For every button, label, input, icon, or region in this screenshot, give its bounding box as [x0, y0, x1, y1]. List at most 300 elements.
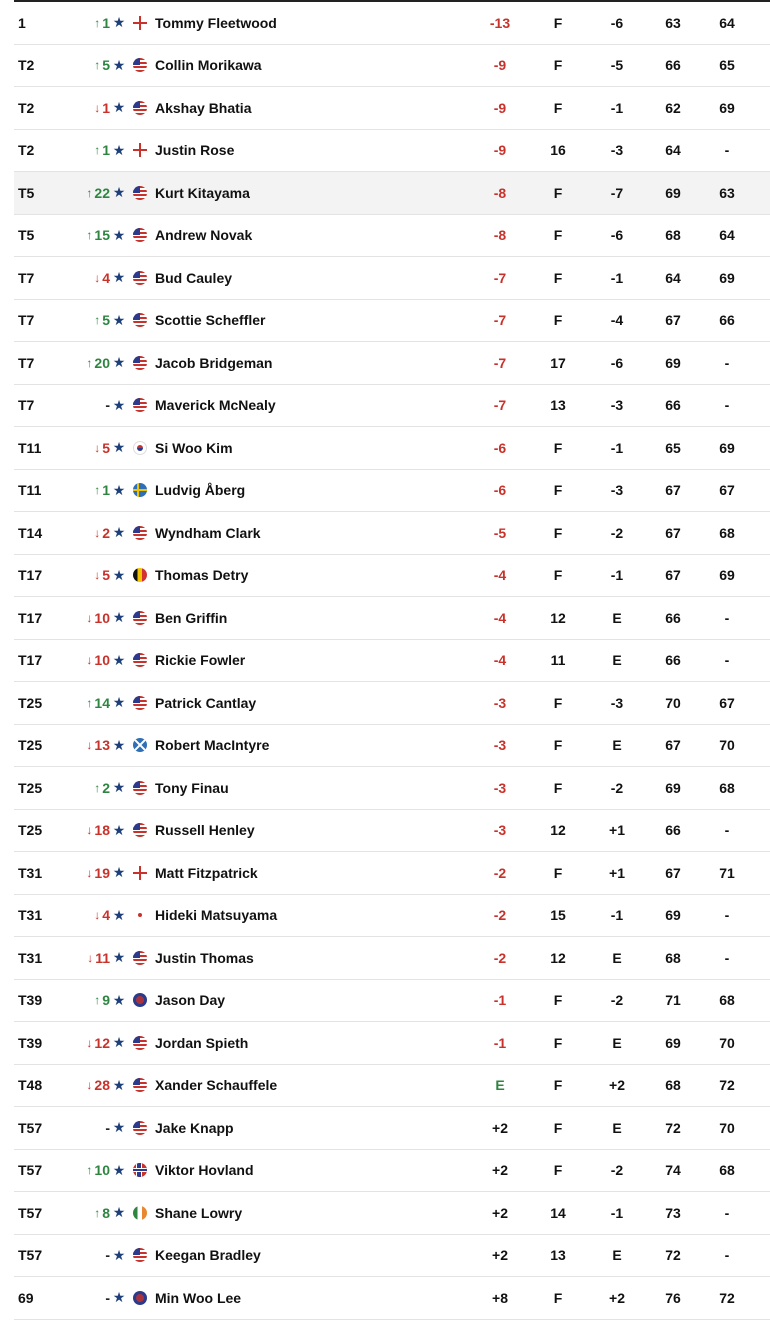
thru: F — [553, 312, 563, 329]
round-1-score: 67 — [665, 864, 681, 881]
thru: F — [553, 1119, 563, 1136]
move-value: 20 — [94, 354, 110, 371]
player-name[interactable]: Tony Finau — [155, 779, 229, 796]
thru: F — [553, 779, 563, 796]
star-icon[interactable]: ★ — [112, 226, 126, 243]
total-score: -9 — [493, 142, 507, 159]
thru: F — [553, 864, 563, 881]
total-score: -8 — [493, 227, 507, 244]
star-icon[interactable]: ★ — [112, 566, 126, 583]
player-name[interactable]: Wyndham Clark — [155, 524, 261, 541]
star-icon[interactable]: ★ — [112, 1246, 126, 1263]
arrow-down-icon: ↓ — [86, 653, 93, 668]
star-icon[interactable]: ★ — [112, 736, 126, 753]
position-change — [64, 87, 110, 129]
move-value: 15 — [94, 227, 110, 244]
position-change — [64, 2, 110, 44]
position: T11 — [18, 439, 42, 456]
position-change — [64, 597, 110, 639]
today-score: E — [612, 609, 622, 626]
player-row[interactable] — [14, 980, 770, 1023]
round-1-score: 69 — [665, 354, 681, 371]
thru: F — [553, 1162, 563, 1179]
arrow-up-icon: ↑ — [94, 1205, 101, 1220]
position: T57 — [18, 1204, 43, 1221]
player-row[interactable] — [14, 1192, 770, 1235]
thru: F — [553, 57, 563, 74]
thru: 11 — [550, 652, 566, 669]
round-2-score: 68 — [719, 1162, 735, 1179]
round-2-score: 70 — [719, 1034, 735, 1051]
player-name[interactable]: Shane Lowry — [155, 1204, 243, 1221]
position: T7 — [18, 354, 35, 371]
position-change — [64, 512, 110, 554]
today-score: E — [612, 737, 622, 754]
player-name[interactable]: Si Woo Kim — [155, 439, 233, 456]
player-row[interactable] — [14, 597, 770, 640]
position-change — [64, 725, 110, 767]
flag-aus-icon — [131, 980, 149, 1022]
today-score: -1 — [610, 269, 624, 286]
flag-usa-icon — [131, 300, 149, 342]
position-change — [64, 895, 110, 937]
round-2-score: 67 — [719, 482, 735, 499]
round-1-score: 65 — [665, 439, 681, 456]
player-row[interactable] — [14, 1277, 770, 1320]
player-row[interactable] — [14, 130, 770, 173]
arrow-up-icon: ↑ — [94, 15, 101, 30]
player-row[interactable] — [14, 852, 770, 895]
position: T39 — [18, 992, 43, 1009]
position: T11 — [18, 482, 42, 499]
position-change — [64, 300, 110, 342]
player-name[interactable]: Bud Cauley — [155, 269, 233, 286]
position-change — [64, 215, 110, 257]
player-name[interactable]: Viktor Hovland — [155, 1162, 254, 1179]
today-score: -4 — [610, 312, 624, 329]
player-name[interactable]: Thomas Detry — [155, 567, 249, 584]
round-2-score: 68 — [719, 524, 735, 541]
player-row[interactable] — [14, 682, 770, 725]
player-row[interactable] — [14, 1235, 770, 1278]
player-row[interactable] — [14, 810, 770, 853]
player-name[interactable]: Justin Thomas — [155, 949, 254, 966]
player-row[interactable] — [14, 895, 770, 938]
round-1-score: 66 — [665, 57, 681, 74]
player-name[interactable]: Ben Griffin — [155, 609, 228, 626]
player-row[interactable] — [14, 385, 770, 428]
star-icon[interactable]: ★ — [112, 481, 126, 498]
player-name[interactable]: Akshay Bhatia — [155, 99, 252, 116]
today-score: E — [612, 652, 622, 669]
position: T31 — [18, 907, 43, 924]
star-icon[interactable]: ★ — [112, 56, 126, 73]
position-change — [64, 172, 110, 214]
star-icon[interactable]: ★ — [112, 1119, 126, 1136]
player-name[interactable]: Keegan Bradley — [155, 1247, 261, 1264]
round-1-score: 66 — [665, 822, 681, 839]
arrow-up-icon: ↑ — [86, 355, 93, 370]
move-value: 1 — [102, 142, 110, 159]
round-1-score: 63 — [665, 14, 681, 31]
round-1-score: 64 — [665, 269, 681, 286]
round-2-score: - — [724, 822, 730, 839]
round-1-score: 67 — [665, 567, 681, 584]
round-2-score: 65 — [719, 57, 735, 74]
position: T25 — [18, 822, 43, 839]
player-name[interactable]: Patrick Cantlay — [155, 694, 257, 711]
position-change — [64, 682, 110, 724]
player-name[interactable]: Hideki Matsuyama — [155, 907, 278, 924]
total-score: -7 — [493, 354, 507, 371]
total-score: -2 — [493, 949, 507, 966]
player-row[interactable] — [14, 172, 770, 215]
arrow-up-icon: ↑ — [86, 228, 93, 243]
star-icon[interactable]: ★ — [112, 1076, 126, 1093]
player-row[interactable] — [14, 300, 770, 343]
arrow-up-icon: ↑ — [86, 1163, 93, 1178]
today-score: E — [612, 949, 622, 966]
star-icon[interactable]: ★ — [112, 1034, 126, 1051]
today-score: -1 — [610, 907, 624, 924]
round-2-score: 70 — [719, 737, 735, 754]
today-score: -1 — [610, 439, 624, 456]
move-value: 13 — [94, 737, 110, 754]
star-icon[interactable]: ★ — [112, 354, 126, 371]
thru: F — [553, 567, 563, 584]
move-value: 18 — [94, 822, 110, 839]
round-1-score: 67 — [665, 482, 681, 499]
round-2-score: - — [724, 397, 730, 414]
total-score: -1 — [493, 992, 507, 1009]
position-change — [64, 767, 110, 809]
position-change — [64, 980, 110, 1022]
star-icon[interactable]: ★ — [112, 99, 126, 116]
player-name[interactable]: Robert MacIntyre — [155, 737, 270, 754]
player-row[interactable] — [14, 87, 770, 130]
player-name[interactable]: Kurt Kitayama — [155, 184, 250, 201]
player-row[interactable] — [14, 215, 770, 258]
star-icon[interactable]: ★ — [112, 184, 126, 201]
star-icon[interactable]: ★ — [112, 1161, 126, 1178]
thru: 13 — [550, 397, 566, 414]
move-value: 9 — [102, 992, 110, 1009]
total-score: -2 — [493, 864, 507, 881]
star-icon[interactable]: ★ — [112, 269, 126, 286]
player-row[interactable] — [14, 257, 770, 300]
total-score: -3 — [493, 737, 507, 754]
flag-usa-icon — [131, 767, 149, 809]
round-2-score: 67 — [719, 694, 735, 711]
player-row[interactable] — [14, 725, 770, 768]
position: T7 — [18, 397, 35, 414]
round-1-score: 67 — [665, 524, 681, 541]
player-name[interactable]: Maverick McNealy — [155, 397, 276, 414]
player-row[interactable] — [14, 1022, 770, 1065]
round-1-score: 70 — [665, 694, 681, 711]
move-value: - — [105, 1119, 110, 1136]
position: T39 — [18, 1034, 43, 1051]
player-name[interactable]: Justin Rose — [155, 142, 235, 159]
player-row[interactable] — [14, 1150, 770, 1193]
star-icon[interactable]: ★ — [112, 439, 126, 456]
player-row[interactable] — [14, 427, 770, 470]
position: T5 — [18, 184, 35, 201]
total-score: -4 — [493, 609, 507, 626]
player-name[interactable]: Jason Day — [155, 992, 226, 1009]
round-2-score: 72 — [719, 1289, 735, 1306]
round-1-score: 66 — [665, 609, 681, 626]
player-name[interactable]: Jacob Bridgeman — [155, 354, 273, 371]
today-score: +1 — [609, 864, 625, 881]
thru: F — [553, 1289, 563, 1306]
round-1-score: 67 — [665, 312, 681, 329]
arrow-down-icon: ↓ — [86, 610, 93, 625]
total-score: -8 — [493, 184, 507, 201]
position-change — [64, 342, 110, 384]
move-value: 1 — [102, 14, 110, 31]
star-icon[interactable]: ★ — [112, 991, 126, 1008]
flag-jpn-icon — [131, 895, 149, 937]
position: 69 — [18, 1289, 34, 1306]
star-icon[interactable]: ★ — [112, 694, 126, 711]
player-name[interactable]: Andrew Novak — [155, 227, 253, 244]
round-1-score: 69 — [665, 907, 681, 924]
thru: 15 — [550, 907, 566, 924]
flag-usa-icon — [131, 87, 149, 129]
player-row[interactable] — [14, 937, 770, 980]
round-1-score: 72 — [665, 1119, 681, 1136]
arrow-down-icon: ↓ — [86, 1035, 93, 1050]
total-score: -6 — [493, 439, 507, 456]
player-row[interactable] — [14, 512, 770, 555]
flag-kor-icon — [131, 427, 149, 469]
round-1-score: 64 — [665, 142, 681, 159]
total-score: +2 — [492, 1204, 508, 1221]
position: T17 — [18, 609, 43, 626]
today-score: -3 — [610, 142, 624, 159]
star-icon[interactable]: ★ — [112, 906, 126, 923]
flag-usa-icon — [131, 682, 149, 724]
player-name[interactable]: Tommy Fleetwood — [155, 14, 277, 31]
today-score: -1 — [610, 567, 624, 584]
round-2-score: 72 — [719, 1077, 735, 1094]
thru: F — [553, 1077, 563, 1094]
player-name[interactable]: Collin Morikawa — [155, 57, 262, 74]
flag-irl-icon — [131, 1192, 149, 1234]
arrow-down-icon: ↓ — [94, 440, 101, 455]
position-change — [64, 257, 110, 299]
round-1-score: 76 — [665, 1289, 681, 1306]
flag-usa-icon — [131, 342, 149, 384]
move-value: 19 — [94, 864, 110, 881]
position-change — [64, 1277, 110, 1319]
today-score: -1 — [610, 99, 624, 116]
round-1-score: 62 — [665, 99, 681, 116]
position-change — [64, 45, 110, 87]
move-value: 22 — [94, 184, 110, 201]
position: T14 — [18, 524, 43, 541]
player-row[interactable] — [14, 342, 770, 385]
star-icon[interactable]: ★ — [112, 821, 126, 838]
star-icon[interactable]: ★ — [112, 949, 126, 966]
position-change — [64, 1022, 110, 1064]
player-name[interactable]: Xander Schauffele — [155, 1077, 278, 1094]
star-icon[interactable]: ★ — [112, 396, 126, 413]
round-1-score: 69 — [665, 779, 681, 796]
round-2-score: 69 — [719, 567, 735, 584]
round-2-score: 64 — [719, 14, 735, 31]
arrow-down-icon: ↓ — [94, 525, 101, 540]
round-2-score: - — [724, 142, 730, 159]
position-change — [64, 810, 110, 852]
round-1-score: 72 — [665, 1247, 681, 1264]
player-row[interactable] — [14, 1107, 770, 1150]
total-score: -9 — [493, 57, 507, 74]
player-row[interactable] — [14, 555, 770, 598]
position-change — [64, 470, 110, 512]
arrow-up-icon: ↑ — [94, 58, 101, 73]
position-change — [64, 427, 110, 469]
total-score: -2 — [493, 907, 507, 924]
player-name[interactable]: Matt Fitzpatrick — [155, 864, 258, 881]
move-value: 5 — [102, 439, 110, 456]
move-value: - — [105, 1289, 110, 1306]
flag-usa-icon — [131, 215, 149, 257]
thru: F — [553, 1034, 563, 1051]
star-icon[interactable]: ★ — [112, 14, 126, 31]
total-score: -4 — [493, 567, 507, 584]
position: T31 — [18, 949, 43, 966]
player-row[interactable] — [14, 45, 770, 88]
position: T25 — [18, 737, 43, 754]
flag-aus-icon — [131, 1277, 149, 1319]
flag-usa-icon — [131, 257, 149, 299]
thru: F — [553, 227, 563, 244]
flag-bel-icon — [131, 555, 149, 597]
star-icon[interactable]: ★ — [112, 311, 126, 328]
flag-usa-icon — [131, 937, 149, 979]
round-1-score: 73 — [665, 1204, 681, 1221]
total-score: +2 — [492, 1247, 508, 1264]
arrow-up-icon: ↑ — [94, 143, 101, 158]
star-icon[interactable]: ★ — [112, 779, 126, 796]
star-icon[interactable]: ★ — [112, 524, 126, 541]
star-icon[interactable]: ★ — [112, 1204, 126, 1221]
arrow-down-icon: ↓ — [86, 823, 93, 838]
round-2-score: - — [724, 354, 730, 371]
total-score: -9 — [493, 99, 507, 116]
thru: 16 — [550, 142, 566, 159]
position: T25 — [18, 779, 43, 796]
position-change — [64, 555, 110, 597]
thru: F — [553, 269, 563, 286]
arrow-down-icon: ↓ — [94, 270, 101, 285]
today-score: -3 — [610, 397, 624, 414]
move-value: 5 — [102, 567, 110, 584]
arrow-up-icon: ↑ — [94, 993, 101, 1008]
round-1-score: 66 — [665, 397, 681, 414]
position-change — [64, 640, 110, 682]
thru: F — [553, 14, 563, 31]
today-score: +2 — [609, 1077, 625, 1094]
star-icon[interactable]: ★ — [112, 141, 126, 158]
flag-usa-icon — [131, 512, 149, 554]
round-1-score: 66 — [665, 652, 681, 669]
total-score: -1 — [493, 1034, 507, 1051]
position: T5 — [18, 227, 35, 244]
round-1-score: 68 — [665, 1077, 681, 1094]
player-name[interactable]: Min Woo Lee — [155, 1289, 242, 1306]
position-change — [64, 130, 110, 172]
flag-usa-icon — [131, 172, 149, 214]
thru: F — [553, 694, 563, 711]
round-2-score: 64 — [719, 227, 735, 244]
player-row[interactable] — [14, 1065, 770, 1108]
flag-usa-icon — [131, 1065, 149, 1107]
player-row[interactable] — [14, 470, 770, 513]
star-icon[interactable]: ★ — [112, 609, 126, 626]
round-1-score: 67 — [665, 737, 681, 754]
position: T17 — [18, 567, 43, 584]
round-2-score: 68 — [719, 992, 735, 1009]
player-name[interactable]: Scottie Scheffler — [155, 312, 266, 329]
flag-usa-icon — [131, 640, 149, 682]
position: T57 — [18, 1119, 43, 1136]
flag-nor-icon — [131, 1150, 149, 1192]
star-icon[interactable]: ★ — [112, 1289, 126, 1306]
move-value: 5 — [102, 57, 110, 74]
total-score: -7 — [493, 397, 507, 414]
player-row[interactable] — [14, 767, 770, 810]
arrow-down-icon: ↓ — [86, 865, 93, 880]
position: T25 — [18, 694, 43, 711]
position-change — [64, 1235, 110, 1277]
today-score: E — [612, 1119, 622, 1136]
arrow-down-icon: ↓ — [86, 1078, 93, 1093]
move-value: 1 — [102, 482, 110, 499]
round-2-score: 66 — [719, 312, 735, 329]
position: T2 — [18, 57, 35, 74]
round-1-score: 69 — [665, 1034, 681, 1051]
round-2-score: 70 — [719, 1119, 735, 1136]
total-score: -6 — [493, 482, 507, 499]
position: 1 — [18, 14, 26, 31]
player-name[interactable]: Rickie Fowler — [155, 652, 246, 669]
today-score: -3 — [610, 482, 624, 499]
today-score: +2 — [609, 1289, 625, 1306]
arrow-down-icon: ↓ — [94, 100, 101, 115]
player-name[interactable]: Jordan Spieth — [155, 1034, 249, 1051]
player-row[interactable] — [14, 2, 770, 45]
player-row[interactable] — [14, 640, 770, 683]
player-name[interactable]: Jake Knapp — [155, 1119, 234, 1136]
round-2-score: - — [724, 1204, 730, 1221]
total-score: -4 — [493, 652, 507, 669]
star-icon[interactable]: ★ — [112, 864, 126, 881]
today-score: -6 — [610, 227, 624, 244]
round-1-score: 68 — [665, 949, 681, 966]
move-value: 2 — [102, 779, 110, 796]
thru: 13 — [550, 1247, 566, 1264]
today-score: -6 — [610, 354, 624, 371]
player-name[interactable]: Russell Henley — [155, 822, 255, 839]
today-score: E — [612, 1247, 622, 1264]
flag-eng-icon — [131, 130, 149, 172]
total-score: -5 — [493, 524, 507, 541]
player-name[interactable]: Ludvig Åberg — [155, 482, 246, 499]
star-icon[interactable]: ★ — [112, 651, 126, 668]
